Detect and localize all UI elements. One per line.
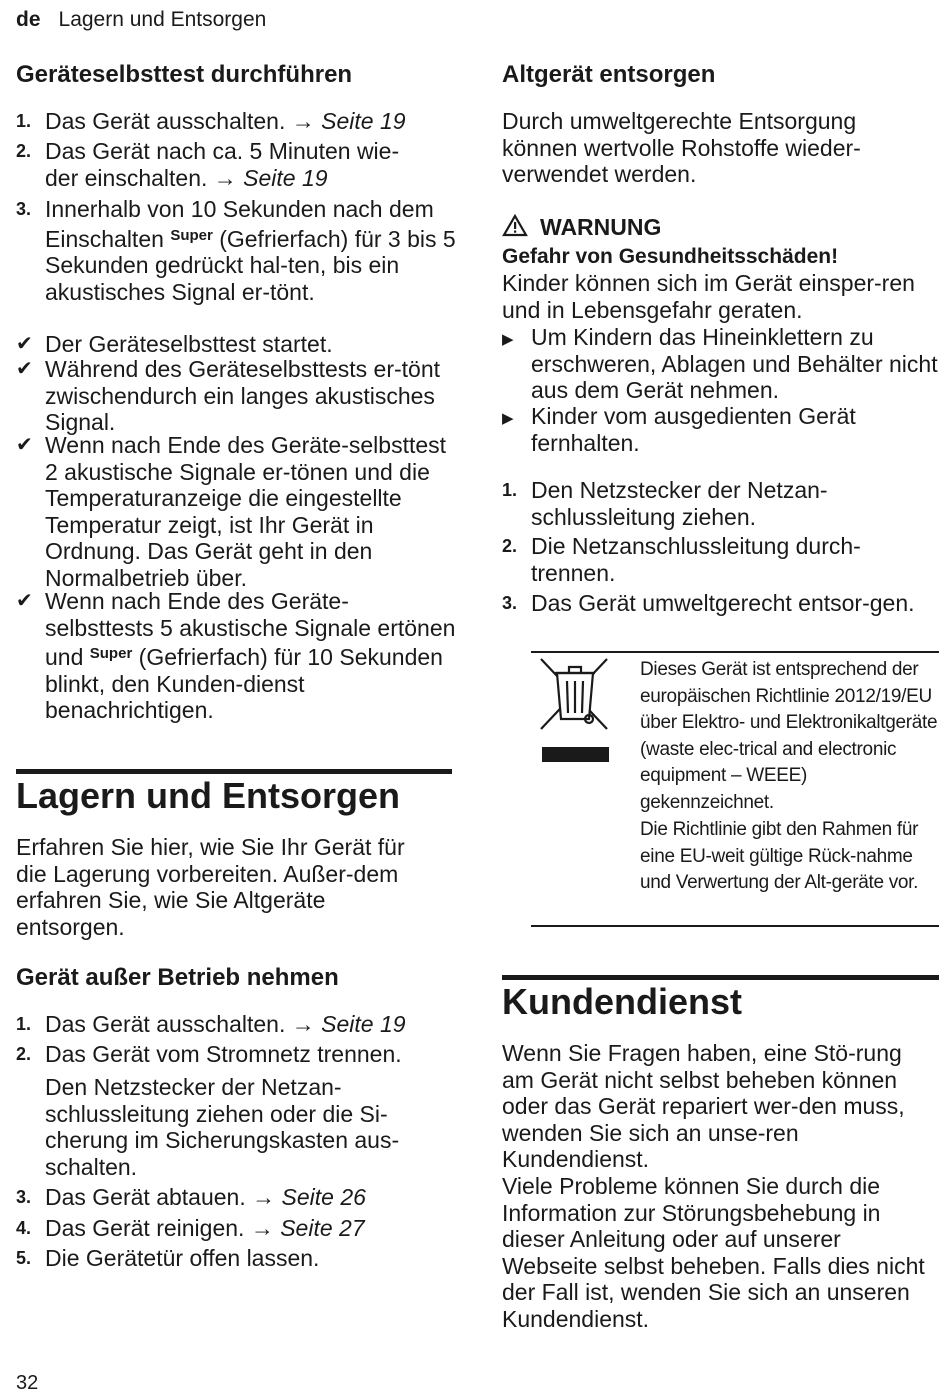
storage-step-5: 5. Die Gerätetür offen lassen.: [16, 1245, 320, 1271]
disposal-step-2: 2. Die Netzanschlussleitung durch-trennen.: [502, 533, 861, 586]
service-paragraph-2: Viele Probleme können Sie durch die Information zur Störungsbehebung in dieser Anleitung oder auf unserer Webseite selbst beheben. Falls dies nicht der Fall ist, wenden Sie sich an unseren Kundendienst.: [502, 1173, 925, 1332]
warning-label: WARNUNG: [540, 214, 662, 240]
weee-top-rule: [531, 651, 939, 653]
disposal-step-1: 1. Den Netzstecker der Netzan-schlussleitung ziehen.: [502, 477, 828, 530]
section-title-storage: Lagern und Entsorgen: [16, 775, 401, 816]
page-reference-link[interactable]: Seite 26: [281, 1184, 366, 1210]
page-header: [16, 8, 266, 32]
section-title-service: Kundendienst: [502, 981, 742, 1022]
page-reference-link[interactable]: Seite 19: [321, 1011, 406, 1037]
checkmark-icon: ✔: [16, 333, 33, 355]
section-intro: Erfahren Sie hier, wie Sie Ihr Gerät für die Lagerung vorbereiten. Außer-dem erfahren Sie, wie Sie Altgeräte entsorgen.: [16, 834, 405, 940]
section-rule: [16, 769, 452, 774]
disposal-intro: Durch umweltgerechte Entsorgung können wertvolle Rohstoffe wieder-verwendet werden.: [502, 108, 861, 187]
page-reference-link[interactable]: Seite 19: [321, 108, 406, 134]
arrow-icon: →: [291, 108, 315, 134]
weee-text: Dieses Gerät ist entsprechend der europäischen Richtlinie 2012/19/EU über Elektro- und Elektronikaltgeräte (waste elec-trical and electronic equipment – WEEE) gekennzeichnet.: [640, 659, 938, 813]
disposal-heading: Altgerät entsorgen: [502, 61, 716, 88]
arrow-icon: →: [291, 1011, 315, 1037]
checkmark-icon: ✔: [16, 358, 33, 380]
page-number: 32: [16, 1372, 39, 1394]
super-button-label: Super: [170, 226, 213, 244]
storage-step-1: 1. Das Gerät ausschalten. → Seite 19: [16, 1011, 406, 1037]
selftest-result-4: ✔ Wenn nach Ende des Geräte-selbsttests 5 akustische Signale ertönen und $^{Super}$ (Gefrierfach) für 10 Sekunden blinkt, den Kunden-dienst benachrichtigen.: [16, 588, 456, 723]
storage-heading: Gerät außer Betrieb nehmen: [16, 964, 339, 991]
arrow-icon: →: [252, 1184, 276, 1210]
checkmark-icon: ✔: [16, 434, 33, 456]
warning-subtitle: Gefahr von Gesundheitsschäden!: [502, 245, 839, 268]
storage-step-4: 4. Das Gerät reinigen. → Seite 27: [16, 1215, 365, 1241]
triangle-bullet-icon: ▶: [502, 331, 514, 348]
selftest-step-2: 2. Das Gerät nach ca. 5 Minuten wie- der einschalten. → Seite 19: [16, 138, 400, 191]
crossed-out-bin-icon: [539, 657, 611, 765]
disposal-step-3: 3. Das Gerät umweltgerecht entsor-gen.: [502, 590, 915, 616]
storage-step-2: 2. Das Gerät vom Stromnetz trennen.: [16, 1041, 402, 1067]
checkmark-icon: ✔: [16, 590, 33, 612]
warning-triangle-icon: [502, 214, 528, 237]
selftest-result-3: ✔ Wenn nach Ende des Geräte-selbsttest 2 akustische Signale er-tönen und die Temperaturanzeige die eingestellte Temperatur zeigt, ist Ihr Gerät in Ordnung. Das Gerät geht in den Normalbetrieb über.: [16, 432, 447, 591]
language-tag: de: [16, 8, 41, 31]
selftest-step-1: 1. Das Gerät ausschalten. → Seite 19: [16, 108, 406, 134]
arrow-icon: →: [250, 1215, 274, 1241]
storage-step-2-detail: Den Netzstecker der Netzan-schlussleitung ziehen oder die Si-cherung im Sicherungskasten aus-schalten.: [45, 1074, 400, 1180]
triangle-bullet-icon: ▶: [502, 410, 514, 427]
warning-bullet-2: ▶ Kinder vom ausgedienten Gerät fernhalten.: [502, 403, 856, 456]
weee-bottom-rule: [531, 925, 939, 927]
warning-bullet-1: ▶ Um Kindern das Hineinklettern zu erschweren, Ablagen und Behälter nicht aus dem Gerät nehmen.: [502, 324, 938, 403]
weee-text-2: Die Richtlinie gibt den Rahmen für eine EU-weit gültige Rück-nahme und Verwertung der Alt-geräte vor.: [640, 819, 919, 893]
storage-step-3: 3. Das Gerät abtauen. → Seite 26: [16, 1184, 366, 1210]
selftest-step-3: 3. Innerhalb von 10 Sekunden nach dem Einschalten $^{Super}$ (Gefrierfach) für 3 bis 5 Sekunden gedrückt hal-ten, bis ein akustisches Signal er-tönt.: [16, 196, 456, 305]
page-reference-link[interactable]: Seite 19: [243, 164, 328, 191]
arrow-icon: →: [213, 164, 237, 191]
header-title: Lagern und Entsorgen: [58, 8, 267, 31]
super-button-label: Super: [89, 645, 133, 662]
section-rule: [502, 975, 939, 980]
service-paragraph-1: Wenn Sie Fragen haben, eine Stö-rung am Gerät nicht selbst beheben können oder das Gerät repariert wer-den muss, wenden Sie sich an unse-ren Kundendienst.: [502, 1040, 905, 1172]
warning-text: Kinder können sich im Gerät einsper-ren und in Lebensgefahr geraten.: [502, 270, 915, 323]
warning-header: [502, 214, 661, 241]
selftest-result-1: ✔ Der Geräteselbsttest startet.: [16, 331, 333, 357]
selftest-result-2: ✔ Während des Geräteselbsttests er-tönt zwischendurch ein langes akustisches Signal.: [16, 356, 441, 435]
selftest-heading: Geräteselbsttest durchführen: [16, 61, 353, 88]
page-reference-link[interactable]: Seite 27: [280, 1215, 365, 1241]
